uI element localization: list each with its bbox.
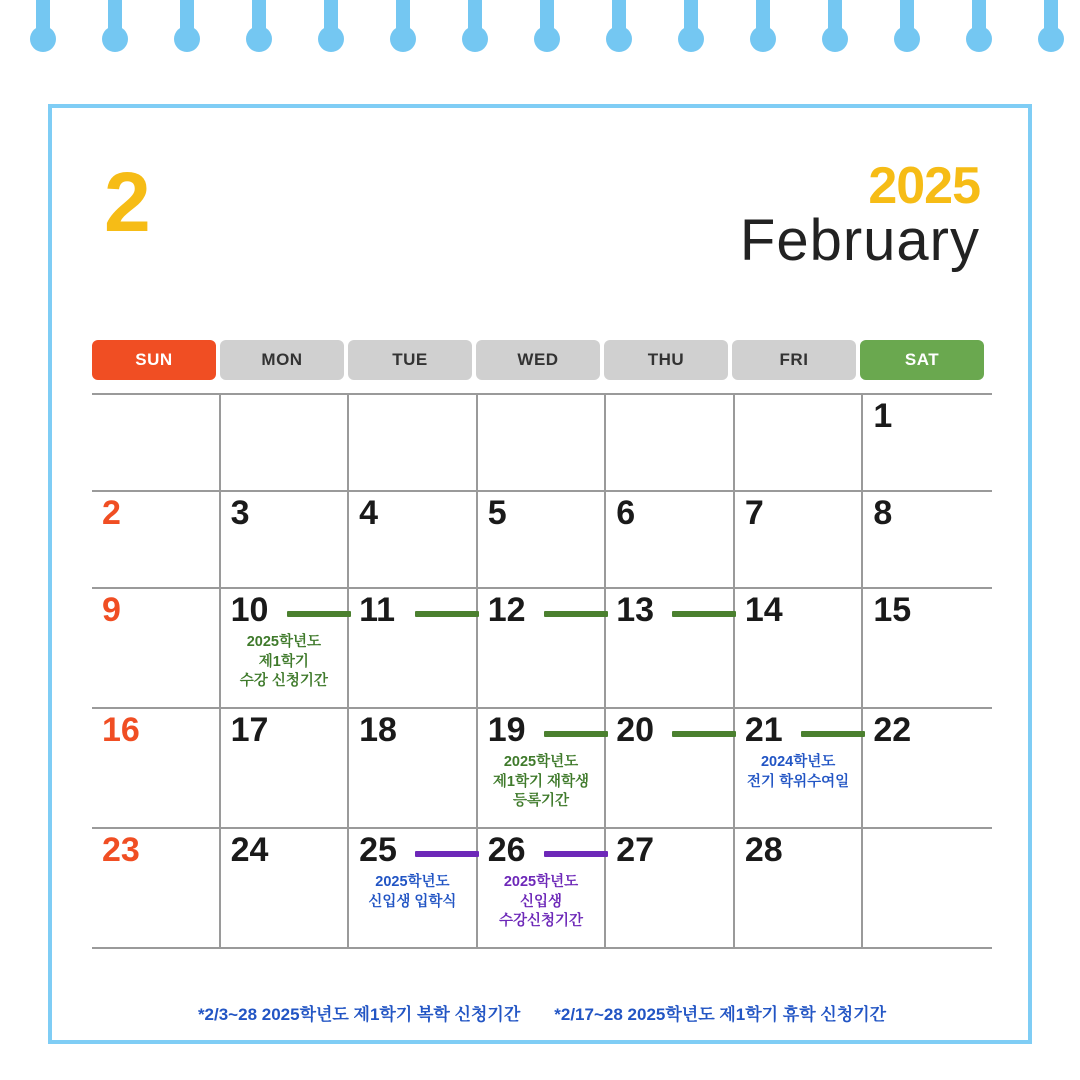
calendar-week-row — [92, 709, 992, 829]
calendar-day-cell[interactable] — [735, 492, 864, 587]
day-number: 8 — [873, 494, 893, 532]
calendar-card — [48, 104, 1032, 1044]
calendar-header — [52, 108, 1028, 308]
calendar-day-cell[interactable] — [92, 589, 221, 707]
spiral-binding — [0, 0, 1080, 100]
spiral-ring-knob — [966, 26, 992, 52]
calendar-day-cell[interactable] — [349, 589, 478, 707]
day-number: 12 — [487, 591, 526, 629]
spiral-ring-knob — [318, 26, 344, 52]
month-number: 2 — [104, 155, 149, 249]
calendar-week-row — [92, 829, 992, 949]
calendar-day-cell[interactable] — [349, 492, 478, 587]
calendar-day-cell[interactable] — [606, 589, 735, 707]
day-number: 4 — [359, 494, 379, 532]
calendar-day-cell[interactable] — [92, 829, 221, 947]
calendar-week-row — [92, 395, 992, 492]
day-number: 14 — [744, 591, 783, 629]
calendar-day-cell[interactable] — [863, 589, 992, 707]
calendar-grid — [92, 393, 992, 949]
calendar-day-cell[interactable] — [221, 492, 350, 587]
calendar-day-cell[interactable] — [478, 829, 607, 947]
calendar-empty-cell — [478, 395, 607, 490]
weekday-fri: FRI — [732, 340, 856, 380]
calendar-empty-cell — [349, 395, 478, 490]
weekday-header-row — [92, 340, 992, 380]
day-number: 23 — [102, 831, 140, 869]
weekday-wed: WED — [476, 340, 600, 380]
footer-notes — [92, 1000, 992, 1025]
spiral-ring-knob — [822, 26, 848, 52]
day-number: 24 — [230, 831, 269, 869]
calendar-day-cell[interactable] — [863, 395, 992, 490]
calendar-empty-cell — [606, 395, 735, 490]
calendar-day-cell[interactable] — [478, 709, 607, 827]
year-label: 2025 — [868, 157, 980, 215]
day-number: 9 — [102, 591, 121, 629]
calendar-day-cell[interactable] — [606, 829, 735, 947]
calendar-day-cell[interactable] — [478, 589, 607, 707]
weekday-mon: MON — [220, 340, 344, 380]
calendar-week-row — [92, 589, 992, 709]
month-name-label: February — [739, 208, 980, 273]
calendar-empty-cell — [221, 395, 350, 490]
day-number: 20 — [616, 711, 655, 749]
event-label: 2025학년도 제1학기 수강 신청기간 — [239, 634, 328, 690]
day-number: 19 — [487, 711, 526, 749]
calendar-day-cell[interactable] — [735, 589, 864, 707]
event-span-bar — [544, 731, 608, 737]
spiral-ring-knob — [534, 26, 560, 52]
spiral-ring-knob — [174, 26, 200, 52]
event-span-bar — [415, 851, 479, 857]
day-number: 13 — [616, 591, 655, 629]
calendar-day-cell[interactable] — [863, 492, 992, 587]
spiral-ring-knob — [678, 26, 704, 52]
calendar-day-cell[interactable] — [478, 492, 607, 587]
day-number: 7 — [744, 494, 764, 532]
calendar-day-cell[interactable] — [863, 709, 992, 827]
calendar-day-cell[interactable] — [92, 709, 221, 827]
day-number: 17 — [230, 711, 269, 749]
day-number: 26 — [487, 831, 526, 869]
calendar-day-cell[interactable] — [606, 492, 735, 587]
footer-note: *2/17~28 2025학년도 제1학기 휴학 신청기간 — [554, 1005, 887, 1024]
event-label: 2025학년도 신입생 입학식 — [368, 874, 457, 910]
day-number: 11 — [359, 591, 396, 629]
calendar-day-cell[interactable] — [735, 709, 864, 827]
day-number: 21 — [744, 711, 783, 749]
calendar-day-cell[interactable] — [349, 709, 478, 827]
spiral-ring-knob — [1038, 26, 1064, 52]
spiral-ring-knob — [246, 26, 272, 52]
day-number: 1 — [873, 397, 893, 435]
spiral-ring-knob — [390, 26, 416, 52]
spiral-ring-knob — [102, 26, 128, 52]
event-span-bar — [801, 731, 865, 737]
event-span-bar — [544, 851, 608, 857]
day-number: 22 — [873, 711, 912, 749]
event-span-bar — [672, 731, 736, 737]
calendar-day-cell[interactable] — [221, 829, 350, 947]
day-number: 10 — [230, 591, 269, 629]
weekday-thu: THU — [604, 340, 728, 380]
spiral-ring-knob — [894, 26, 920, 52]
day-number: 25 — [359, 831, 397, 869]
calendar-day-cell[interactable] — [735, 829, 864, 947]
day-number: 2 — [102, 494, 121, 532]
calendar-empty-cell — [863, 829, 992, 947]
day-number: 6 — [616, 494, 636, 532]
event-span-bar — [415, 611, 479, 617]
calendar-day-cell[interactable] — [606, 709, 735, 827]
day-number: 15 — [873, 591, 912, 629]
weekday-tue: TUE — [348, 340, 472, 380]
calendar-empty-cell — [735, 395, 864, 490]
calendar-week-row — [92, 492, 992, 589]
spiral-ring-knob — [606, 26, 632, 52]
event-label: 2025학년도 제1학기 재학생 등록기간 — [492, 754, 590, 810]
spiral-ring-knob — [750, 26, 776, 52]
calendar-day-cell[interactable] — [221, 589, 350, 707]
footer-note: *2/3~28 2025학년도 제1학기 복학 신청기간 — [197, 1005, 521, 1024]
spiral-ring-knob — [30, 26, 56, 52]
calendar-day-cell[interactable] — [349, 829, 478, 947]
day-number: 27 — [616, 831, 655, 869]
day-number: 16 — [102, 711, 140, 749]
event-span-bar — [287, 611, 351, 617]
calendar-day-cell[interactable] — [92, 492, 221, 587]
weekday-sat: SAT — [860, 340, 984, 380]
event-label: 2024학년도 전기 학위수여일 — [747, 754, 850, 790]
event-span-bar — [672, 611, 736, 617]
spiral-ring-knob — [462, 26, 488, 52]
day-number: 3 — [230, 494, 250, 532]
event-label: 2025학년도 신입생 수강신청기간 — [498, 874, 583, 930]
day-number: 18 — [359, 711, 397, 749]
event-span-bar — [544, 611, 608, 617]
day-number: 5 — [487, 494, 507, 532]
day-number: 28 — [744, 831, 783, 869]
calendar-day-cell[interactable] — [221, 709, 350, 827]
weekday-sun: SUN — [92, 340, 216, 380]
calendar-empty-cell — [92, 395, 221, 490]
